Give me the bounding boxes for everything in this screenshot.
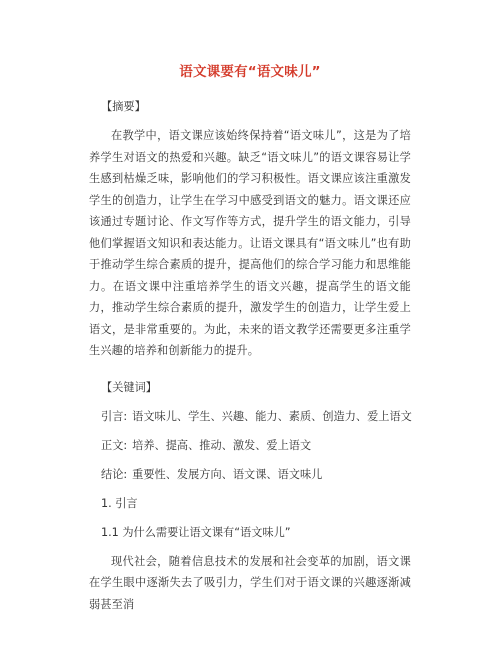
keywords-prefix: 结论: [101, 467, 128, 481]
subsection-heading: 1.1 为什么需要让语文课有“语文味儿” [101, 525, 291, 539]
keywords-line-conclusion [89, 467, 411, 483]
keywords-terms: 语文味儿、学生、兴趣、能力、素质、创造力、爱上语文 [132, 409, 412, 423]
abstract-label: 【摘要】 [101, 100, 146, 113]
keywords-label: 【关键词】 [101, 380, 157, 394]
keywords-prefix: 引言: [101, 409, 128, 423]
body-paragraph: 现代社会，随着信息技术的发展和社会变革的加剧，语文课在学生眼中逐渐失去了吸引力，学生们对于语文课的兴趣逐渐减弱甚至消 [89, 554, 411, 611]
keywords-line-intro [89, 409, 411, 425]
keywords-prefix: 正文: [101, 438, 128, 452]
abstract-paragraph: 在教学中，语文课应该始终保持着“语文味儿”，这是为了培养学生对语文的热爱和兴趣。缺乏“语文味儿”的语文课容易让学生感到枯燥乏味，影响他们的学习积极性。语文课应该注重激发学生的创造力，让学生在学习中感受到语文的魅力。语文课还应该通过专题讨论、作文写作等方式，提升学生的语文能力，引导他们掌握语文知识和表达能力。让语文课具有“语文味儿”也有助于推动学生综合素质的提升，提高他们的综合学习能力和思维能力。在语文课中注重培养学生的语文兴趣，提高学生的语文能力，推动学生综合素质的提升，激发学生的创造力，让学生爱上语文，是非常重要的。为此，未来的语文教学还需要更多注重学生兴趣的培养和创新能力的提升。 [89, 129, 411, 357]
document-title: 语文课要有“语文味儿” [179, 64, 321, 80]
section-heading: 1. 引言 [101, 496, 138, 510]
keywords-terms: 重要性、发展方向、语文课、语文味儿 [132, 467, 323, 481]
keywords-terms: 培养、提高、推动、激发、爱上语文 [132, 438, 312, 452]
keywords-line-body [89, 438, 411, 454]
